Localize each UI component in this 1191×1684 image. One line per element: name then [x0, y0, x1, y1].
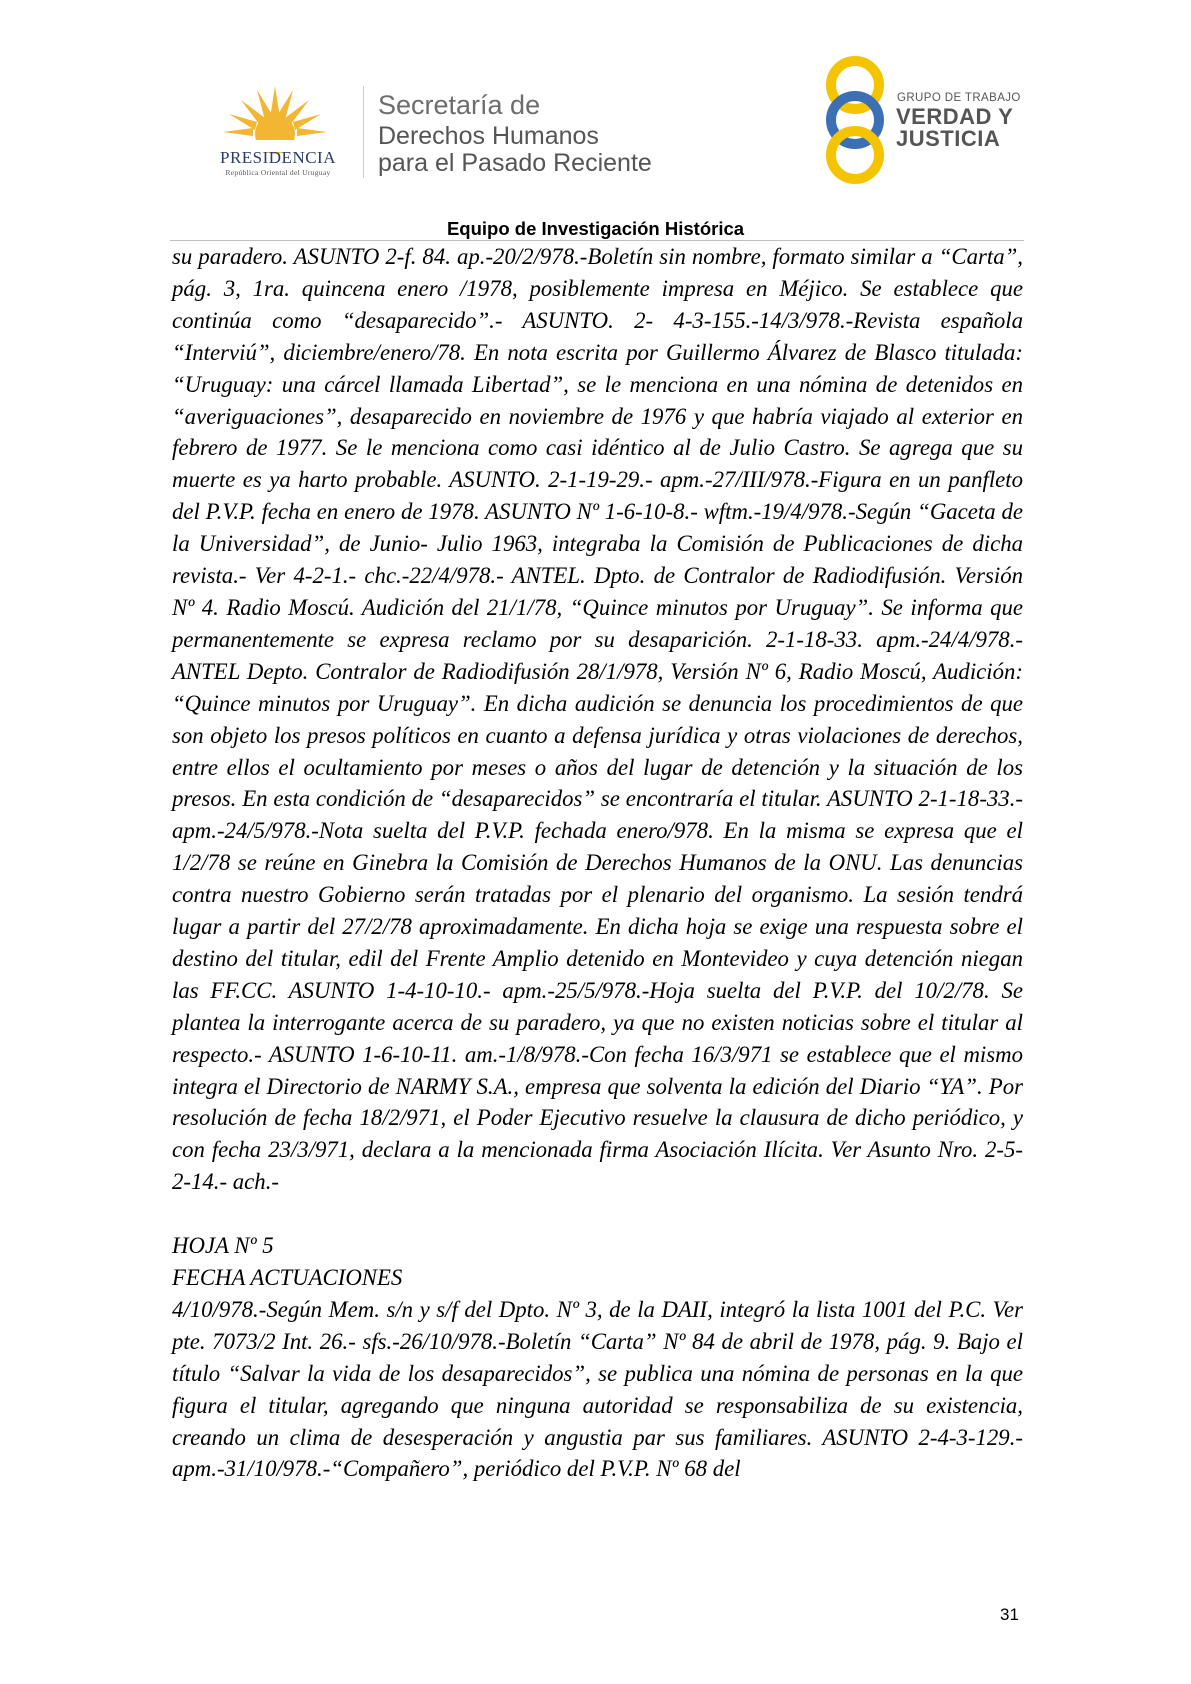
team-title: Equipo de Investigación Histórica — [446, 218, 745, 239]
fecha-heading: FECHA ACTUACIONES — [172, 1264, 403, 1290]
hoja-heading: HOJA Nº 5 — [172, 1233, 274, 1259]
secretaria-title-line1: Secretaría de — [378, 90, 541, 120]
page-header — [0, 0, 1191, 240]
presidencia-label: PRESIDENCIA — [219, 148, 336, 167]
secretaria-title-line3: para el Pasado Reciente — [378, 149, 652, 177]
body-paragraph-1: su paradero. ASUNTO 2-f. 84. ap.-20/2/978.-Boletín sin nombre, formato similar a “Carta”, pág. 3, 1ra. quincena enero /1978, posiblemente impresa en Méjico. Se establece que continúa como “desaparecido”.- ASUNTO. 2- 4-3-155.-14/3/978.-Revista española “Interviú”, diciembre/enero/78. En nota escrita por Guillermo Álvarez de Blasco titulada: “Uruguay: una cárcel llamada Libertad”, se le menciona en una nómina de detenidos en “averiguaciones”, desaparecido en noviembre de 1976 y que habría viajado al exterior en febrero de 1977. Se le menciona como casi idéntico al de Julio Castro. Se agrega que su muerte es ya harto probable. ASUNTO. 2-1-19-29.- apm.-27/III/978.-Figura en un panfleto del P.V.P. fecha en enero de 1978. ASUNTO Nº 1-6-10-8.- wftm.-19/4/978.-Según “Gaceta de la Universidad”, de Junio- Julio 1963, integraba la Comisión de Publicaciones de dicha revista.- Ver 4-2-1.- chc.-22/4/978.- ANTEL. Dpto. de Contralor de Radiodifusión. Versión Nº 4. Radio Moscú. Audición del 21/1/78, “Quince minutos por Uruguay”. Se informa que permanentemente se expresa reclamo por su desaparición. 2-1-18-33. apm.-24/4/978.-ANTEL Depto. Contralor de Radiodifusión 28/1/978, Versión Nº 6, Radio Moscú, Audición: “Quince minutos por Uruguay”. En dicha audición se denuncia los procedimientos de que son objeto los presos políticos en cuanto a defensa jurídica y otras violaciones de derechos, entre ellos el ocultamiento por meses o años del lugar de detención y la situación de los presos. En esta condición de “desaparecidos” se encontraría el titular. ASUNTO 2-1-18-33.- apm.-24/5/978.-Nota suelta del P.V.P. fechada enero/978. En la misma se expresa que el 1/2/78 se reúne en Ginebra la Comisión de Derechos Humanos de la ONU. Las denuncias contra nuestro Gobierno serán tratadas por el plenario del organismo. La sesión tendrá lugar a partir del 27/2/78 aproximadamente. En dicha hoja se exige una respuesta sobre el destino del titular, edil del Frente Amplio detenido en Montevideo y cuya detención niegan las FF.CC. ASUNTO 1-4-10-10.- apm.-25/5/978.-Hoja suelta del P.V.P. del 10/2/78. Se plantea la interrogante acerca de su paradero, ya que no existen noticias sobre el titular al respecto.- ASUNTO 1-6-10-11. am.-1/8/978.-Con fecha 16/3/971 se establece que el mismo integra el Directorio de NARMY S.A., empresa que solventa la edición del Diario “YA”. Por resolución de fecha 18/2/971, el Poder Ejecutivo resuelve la clausura de dicho periódico, y con fecha 23/3/971, declara a la mencionada firma Asociación Ilícita. Ver Asunto Nro. 2-5-2-14.- ach.- — [172, 244, 1023, 1195]
justicia-label: JUSTICIA — [896, 126, 1001, 151]
paragraph-gap — [172, 1198, 1023, 1230]
page-number: 31 — [1000, 1605, 1019, 1624]
document-body — [172, 241, 1023, 1485]
secretaria-title-line2: Derechos Humanos — [378, 122, 599, 150]
header-divider — [363, 86, 364, 178]
body-paragraph-2: 4/10/978.-Según Mem. s/n y s/f del Dpto. Nº 3, de la DAII, integró la lista 1001 del P.C. Ver pte. 7073/2 Int. 26.- sfs.-26/10/978.-Boletín “Carta” Nº 84 de abril de 1978, pág. 9. Bajo el título “Salvar la vida de los desaparecidos”, se publica una nómina de personas en la que figura el titular, agregando que ninguna autoridad se responsabiliza de su existencia, creando un clima de desesperación y angustia par sus familiares. ASUNTO 2-4-3-129.- apm.-31/10/978.-“Compañero”, periódico del P.V.P. Nº 68 del — [172, 1296, 1023, 1482]
verdad-label: VERDAD Y — [896, 104, 1014, 129]
grupo-trabajo-label: GRUPO DE TRABAJO — [897, 92, 1021, 104]
presidencia-sublabel: República Oriental del Uruguay — [225, 168, 331, 177]
verdad-justicia-rings-icon — [820, 55, 890, 185]
